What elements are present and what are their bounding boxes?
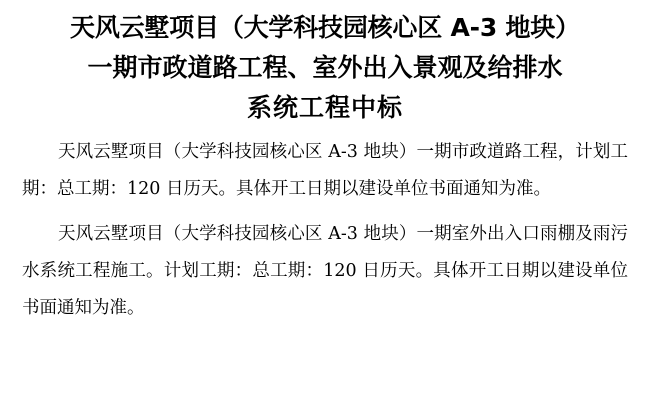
body-paragraph-1: 天风云墅项目（大学科技园核心区 A-3 地块）一期市政道路工程，计划工期：总工期：120 日历天。具体开工日期以建设单位书面通知为准。: [22, 142, 628, 199]
page-title: [18, 8, 632, 134]
title-line-1: 天风云墅项目（大学科技园核心区 A-3 地块）: [70, 13, 580, 42]
title-line-3: 系统工程中标: [246, 93, 403, 122]
title-line-2: 一期市政道路工程、室外出入景观及给排水: [87, 53, 563, 82]
body-paragraph-2: 天风云墅项目（大学科技园核心区 A-3 地块）一期室外出入口雨棚及雨污水系统工程施工。计划工期：总工期：120 日历天。具体开工日期以建设单位书面通知为准。: [22, 224, 628, 318]
